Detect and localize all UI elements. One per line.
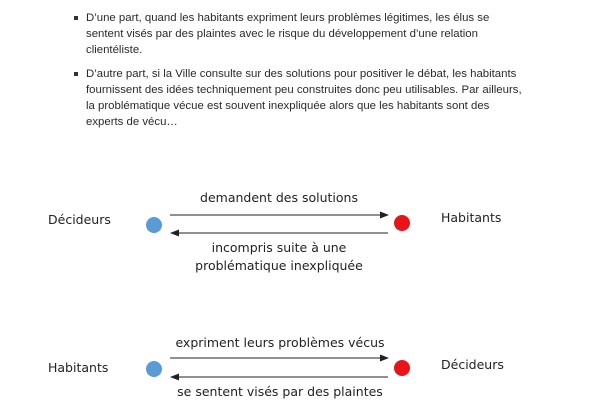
bullet-list xyxy=(72,10,522,138)
bullet-text: D’une part, quand les habitants expriment leurs problèmes légitimes, les élus se sentent visés par des plaintes avec le risque du développement d’une relation clientéliste. xyxy=(86,12,490,56)
bottom-arrow-label: se sentent visés par des plaintes xyxy=(177,384,383,399)
bullet-item xyxy=(72,66,522,130)
left-arrow xyxy=(170,374,388,381)
top-arrow-label: expriment leurs problèmes vécus xyxy=(175,335,385,350)
red-node-icon xyxy=(394,360,410,376)
bottom-arrow-label-line1: incompris suite à une xyxy=(211,240,347,255)
arrows xyxy=(0,180,591,270)
square-bullet-icon xyxy=(74,72,78,76)
red-node-icon xyxy=(394,215,410,231)
bullet-text: D’autre part, si la Ville consulte sur des solutions pour positiver le débat, les habitants fournissent des idées techniquement peu construites donc peu utilisables. Par ailleurs, la problématique vécue est souvent inexpliquée alors que les habitants sont des experts de vécu… xyxy=(86,68,522,128)
relation-diagram-decideurs-habitants xyxy=(0,180,591,273)
bottom-arrow-label-line2: problématique inexpliquée xyxy=(195,258,363,273)
blue-node-icon xyxy=(146,361,162,377)
blue-node-icon xyxy=(146,217,162,233)
left-actor-label: Habitants xyxy=(48,360,109,375)
right-arrow xyxy=(170,212,389,219)
relation-diagram-habitants-decideurs xyxy=(0,328,591,418)
left-actor-label: Décideurs xyxy=(48,212,111,227)
right-arrow xyxy=(170,355,389,362)
top-arrow-label: demandent des solutions xyxy=(200,190,358,205)
right-actor-label: Décideurs xyxy=(441,357,504,372)
square-bullet-icon xyxy=(74,16,78,20)
right-actor-label: Habitants xyxy=(441,210,502,225)
left-arrow xyxy=(170,230,388,237)
bullet-item xyxy=(72,10,522,58)
arrows xyxy=(0,328,591,418)
